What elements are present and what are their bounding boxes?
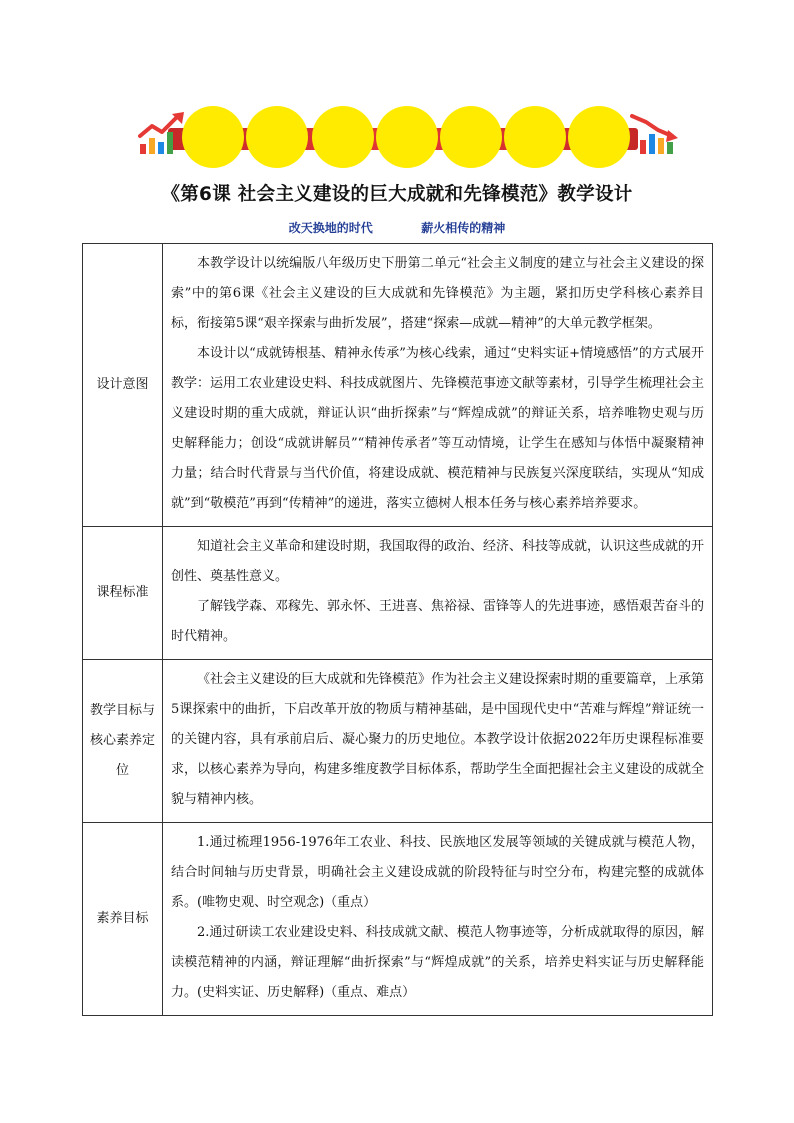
row-label: 课程标准 (83, 527, 163, 660)
paragraph: 本教学设计以统编版八年级历史下册第二单元“社会主义制度的建立与社会主义建设的探索”中的第6课《社会主义建设的巨大成就和先锋模范》为主题，紧扣历史学科核心素养目标，衔接第5课“艰辛探索与曲折发展”，搭建“探索—成就—精神”的大单元教学框架。 (171, 256, 704, 331)
banner-circle (504, 106, 566, 168)
growth-chart-icon (138, 112, 188, 158)
row-label: 设计意图 (83, 244, 163, 527)
lesson-plan-table (82, 243, 713, 1016)
paragraph: 了解钱学森、邓稼先、郭永怀、王进喜、焦裕禄、雷锋等人的先进事迹，感悟艰苦奋斗的时代精神。 (171, 599, 705, 644)
row-label: 教学目标与核心素养定位 (83, 660, 163, 823)
header-banner (0, 98, 794, 170)
paragraph: 2.通过研读工农业建设史料、科技成就文献、模范人物事迹等，分析成就取得的原因，解读模范精神的内涵，辩证理解“曲折探索”与“辉煌成就”的关系，培养史料实证与历史解释能力。(史料实证、历史解释)（重点、难点） (171, 925, 704, 1000)
banner-circle (376, 106, 438, 168)
banner-circle (568, 106, 630, 168)
table-row (83, 660, 713, 823)
subtitle-right: 薪火相传的精神 (421, 221, 506, 235)
banner-circle (182, 106, 244, 168)
paragraph: 《社会主义建设的巨大成就和先锋模范》作为社会主义建设探索时期的重要篇章，上承第5课探索中的曲折，下启改革开放的物质与精神基础，是中国现代史中“苦难与辉煌”辩证统一的关键内容，具有承前启后、凝心聚力的历史地位。本教学设计依据2022年历史课程标准要求，以核心素养为导向，构建多维度教学目标体系，帮助学生全面把握社会主义建设的成就全貌与精神内核。 (171, 672, 705, 807)
table-row (83, 823, 713, 1016)
table-row (83, 244, 713, 527)
banner-circle (312, 106, 374, 168)
growth-chart-icon-right (628, 112, 680, 158)
row-content (163, 527, 713, 660)
banner-circle (246, 106, 308, 168)
paragraph: 知道社会主义革命和建设时期，我国取得的政治、经济、科技等成就，认识这些成就的开创性、奠基性意义。 (171, 539, 705, 584)
row-content (163, 823, 713, 1016)
subtitle-left: 改天换地的时代 (288, 221, 373, 235)
paragraph: 1.通过梳理1956-1976年工农业、科技、民族地区发展等领域的关键成就与模范人物，结合时间轴与历史背景，明确社会主义建设成就的阶段特征与时空分布，构建完整的成就体系。(唯物史观、时空观念)（重点） (171, 835, 704, 910)
page-subtitle (0, 219, 794, 236)
banner-circle (440, 106, 502, 168)
paragraph: 本设计以“成就铸根基、精神永传承”为核心线索，通过“史料实证+情境感悟”的方式展开教学：运用工农业建设史料、科技成就图片、先锋模范事迹文献等素材，引导学生梳理社会主义建设时期的重大成就，辩证认识“曲折探索”与“辉煌成就”的辩证关系，培养唯物史观与历史解释能力；创设“成就讲解员”“精神传承者”等互动情境，让学生在感知与体悟中凝聚精神力量；结合时代背景与当代价值，将建设成就、模范精神与民族复兴深度联结，实现从“知成就”到“敬模范”再到“传精神”的递进，落实立德树人根本任务与核心素养培养要求。 (171, 346, 705, 511)
table-row (83, 527, 713, 660)
row-content (163, 244, 713, 527)
page-title: 《第6课 社会主义建设的巨大成就和先锋模范》教学设计 (161, 184, 633, 205)
row-label: 素养目标 (83, 823, 163, 1016)
row-content (163, 660, 713, 823)
